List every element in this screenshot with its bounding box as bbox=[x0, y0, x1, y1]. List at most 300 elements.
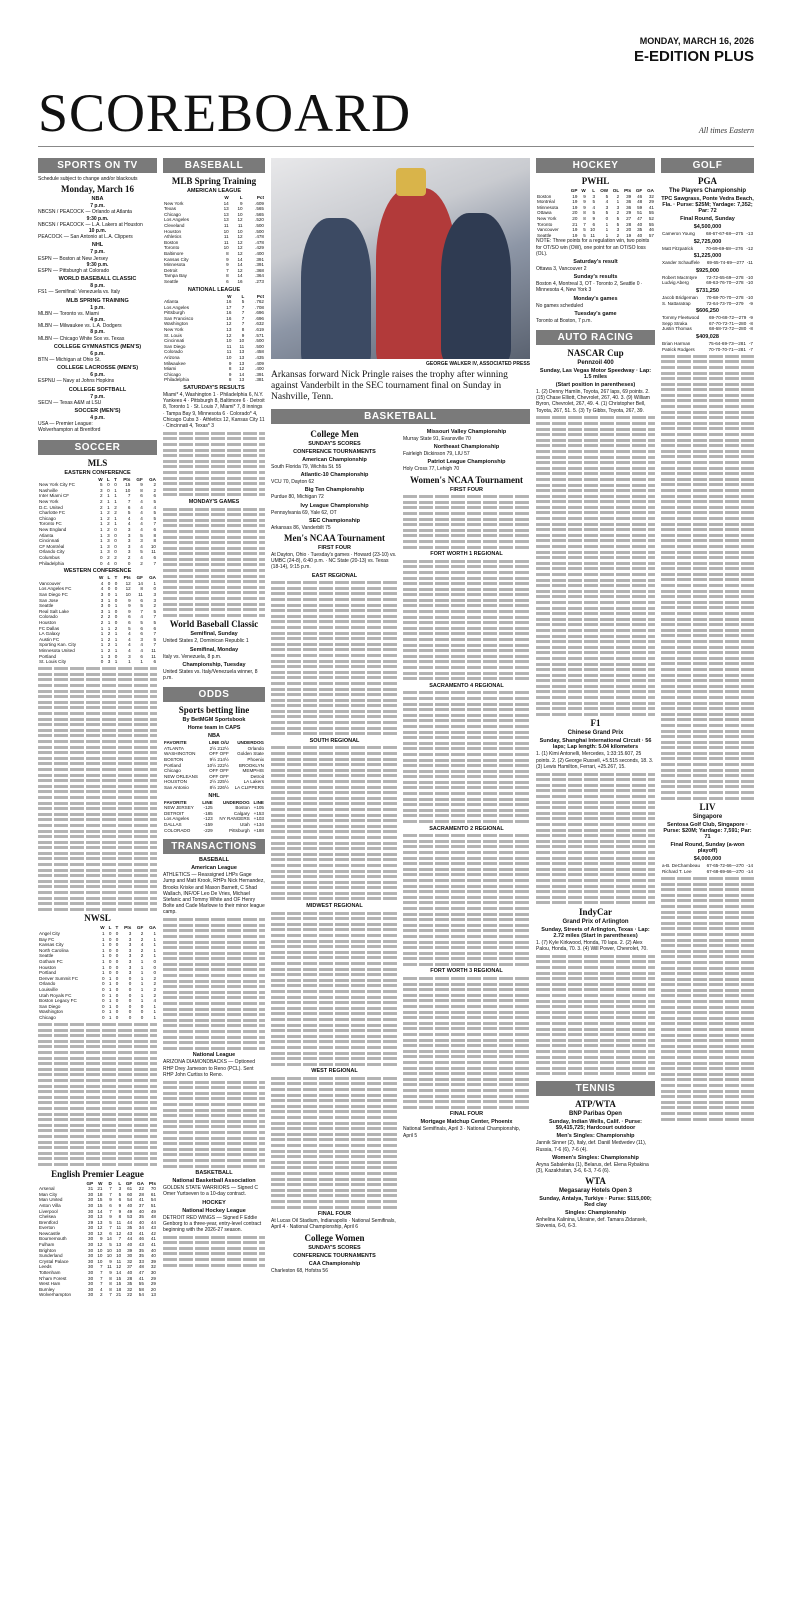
table-cell: 2 bbox=[153, 482, 156, 488]
table-cell: 4 bbox=[140, 510, 143, 516]
table-cell: 1 bbox=[100, 510, 103, 516]
table-cell: 13 bbox=[239, 355, 245, 361]
table-row bbox=[661, 295, 754, 301]
basketball-section bbox=[271, 409, 530, 1589]
table-cell: 41 bbox=[648, 204, 654, 210]
table-cell: NEW JERSEY bbox=[164, 805, 194, 811]
table-cell: -7 bbox=[748, 340, 753, 346]
table-cell: CF Montréal bbox=[39, 543, 65, 549]
table-cell: 61 bbox=[150, 1191, 156, 1197]
table-cell: New York bbox=[164, 200, 184, 206]
table-cell: North Carolina bbox=[39, 947, 69, 953]
table-cell: 6 bbox=[140, 625, 143, 631]
table-cell: 2 bbox=[99, 1292, 103, 1298]
table-cell: 14 bbox=[237, 256, 243, 262]
table-cell: Colorado bbox=[39, 614, 58, 620]
table-cell: 1 bbox=[114, 642, 118, 648]
table-cell: 5 bbox=[592, 210, 596, 216]
table-cell: 1 bbox=[114, 591, 118, 597]
table-cell: 7 bbox=[99, 1270, 103, 1276]
table-cell: 5 bbox=[109, 1219, 112, 1225]
table-cell: 2 bbox=[153, 975, 156, 981]
table-cell: 4 bbox=[128, 631, 131, 637]
table-cell: 0 bbox=[128, 1014, 132, 1020]
champs-list bbox=[271, 457, 398, 531]
table-cell: 1 bbox=[114, 521, 117, 527]
column-header: FAVORITE bbox=[164, 740, 187, 746]
table-cell: .391 bbox=[255, 262, 264, 268]
odds-sub: By BetMGM Sportsbook bbox=[182, 717, 246, 724]
table-cell: -14 bbox=[746, 868, 753, 874]
table-cell: 2 bbox=[140, 953, 144, 959]
tennis-sub: Sunday, Indian Wells, Calif. · Purse: $9,415,725; Hardcourt outdoor bbox=[548, 1119, 642, 1132]
filler-text bbox=[271, 912, 398, 1066]
table-cell: 7 bbox=[109, 1208, 112, 1214]
table-cell: 9 bbox=[109, 1270, 112, 1276]
indycar-title: IndyCar bbox=[578, 906, 612, 917]
table-cell: 0 bbox=[115, 992, 119, 998]
section-odds: ODDS bbox=[163, 687, 265, 702]
mvc: Missouri Valley Championship bbox=[426, 429, 507, 435]
table-cell: 0 bbox=[107, 603, 111, 609]
table-cell: 1 bbox=[107, 499, 110, 505]
tv-listing: 9:30 p.m. bbox=[86, 215, 109, 222]
tv-listing: PEACOCK — San Antonio at L.A. Clippers bbox=[38, 234, 133, 241]
mvc-text: Murray State 91, Evansville 70 bbox=[403, 436, 471, 442]
table-cell: 44 bbox=[150, 1219, 156, 1225]
table-cell: 19 bbox=[572, 199, 578, 205]
championship-header: Atlantic-10 Championship bbox=[300, 472, 369, 479]
table-cell: 2 bbox=[107, 527, 110, 533]
tv-listing: SECN — Texas A&M at LSU bbox=[38, 399, 102, 406]
table-cell: 10 bbox=[106, 1247, 112, 1253]
nl-standings bbox=[163, 294, 265, 384]
table-row bbox=[661, 301, 754, 307]
table-cell: .696 bbox=[255, 315, 264, 321]
table-cell: 4 bbox=[140, 555, 143, 560]
purse-amount: $606,250 bbox=[696, 308, 719, 315]
tv-listing: 8 p.m. bbox=[90, 329, 105, 336]
table-cell: 3 bbox=[127, 538, 131, 544]
table-cell: 8 bbox=[226, 273, 229, 279]
table-cell: 0 bbox=[102, 992, 105, 998]
table-cell: Montréal bbox=[537, 199, 555, 205]
table-row bbox=[38, 561, 157, 567]
table-cell: 2 bbox=[107, 631, 111, 637]
filler-text bbox=[38, 1023, 157, 1166]
tv-block-header: NHL bbox=[91, 242, 104, 249]
table-cell: 3 bbox=[592, 193, 596, 199]
table-cell: .381 bbox=[255, 377, 264, 383]
table-cell: 30 bbox=[88, 1286, 94, 1292]
issue-date: MONDAY, MARCH 16, 2026 bbox=[639, 36, 754, 46]
table-cell: 67-68-69-66—270 bbox=[706, 868, 744, 874]
table-cell: Boston bbox=[537, 193, 552, 199]
golf-group-table bbox=[661, 341, 754, 352]
wta-singles-header: Singles: Championship bbox=[564, 1210, 627, 1217]
tx-baseball: BASEBALL bbox=[199, 857, 229, 864]
table-cell: 1 bbox=[140, 998, 144, 1004]
table-cell: 30 bbox=[88, 1208, 94, 1214]
table-cell: Toronto bbox=[537, 221, 553, 227]
table-cell: 3 bbox=[107, 532, 110, 538]
table-cell: Minnesota bbox=[537, 204, 559, 210]
table-cell: 0 bbox=[128, 1003, 132, 1009]
table-cell: Tampa Bay bbox=[164, 273, 187, 279]
table-cell: 41 bbox=[138, 1275, 144, 1281]
table-cell: 40 bbox=[127, 1202, 133, 1208]
table-cell: 34 bbox=[138, 1225, 144, 1231]
table-cell: New York bbox=[537, 215, 557, 221]
tx-nba: National Basketball Association bbox=[172, 1178, 256, 1185]
column-header: Pts bbox=[123, 476, 131, 482]
filler-text bbox=[403, 495, 530, 548]
table-cell: 0 bbox=[102, 975, 105, 981]
table-cell: 58 bbox=[138, 1286, 144, 1292]
mls-west-header: WESTERN CONFERENCE bbox=[63, 568, 132, 575]
table-cell: 12 bbox=[237, 267, 243, 273]
table-cell: 1 bbox=[108, 1003, 112, 1009]
table-cell: 12 bbox=[237, 239, 243, 245]
final-four: FINAL FOUR bbox=[317, 1211, 352, 1218]
table-cell: 2 bbox=[107, 642, 111, 648]
table-cell: 21 bbox=[97, 1186, 103, 1192]
table-cell: 4 bbox=[592, 204, 596, 210]
table-cell: -11 bbox=[746, 260, 753, 266]
section-golf: GOLF bbox=[661, 158, 754, 173]
filler-text bbox=[163, 432, 265, 497]
table-cell: 1 bbox=[102, 931, 105, 936]
table-cell: 0 bbox=[153, 964, 156, 970]
table-cell: Los Angeles bbox=[164, 816, 190, 822]
championship-header: Big Ten Championship bbox=[304, 487, 365, 494]
table-cell: 40 bbox=[150, 1247, 156, 1253]
table-cell: .762 bbox=[255, 299, 264, 305]
tv-listing: ESPN — Boston at New Jersey bbox=[38, 255, 109, 262]
table-cell: Golden State bbox=[237, 751, 264, 757]
table-cell: 39 bbox=[127, 1247, 133, 1253]
table-cell: 11 bbox=[151, 647, 156, 653]
w-final-four: FINAL FOUR bbox=[449, 1111, 484, 1118]
player-figure bbox=[301, 218, 371, 359]
table-cell: 3 bbox=[107, 543, 110, 549]
table-cell: New York bbox=[164, 327, 184, 333]
table-cell: 0 bbox=[115, 1014, 119, 1020]
table-cell: 0 bbox=[114, 549, 117, 555]
nec: Northeast Championship bbox=[433, 444, 500, 451]
table-cell: 18 bbox=[116, 1286, 122, 1292]
table-cell: 0 bbox=[102, 981, 105, 987]
championship-result: Purdue 80, Michigan 72 bbox=[271, 494, 324, 501]
column-header: Pts bbox=[624, 188, 632, 193]
tv-block-header: NBA bbox=[91, 196, 104, 203]
table-cell: 7 bbox=[127, 493, 131, 499]
table-cell: 10 bbox=[97, 1258, 103, 1264]
indycar-sub: Sunday, Streets of Arlington, Texas · Lap: 2.72 miles (Start in parentheses) bbox=[541, 926, 650, 939]
table-cell: .364 bbox=[255, 273, 264, 279]
table-cell: 51 bbox=[637, 210, 643, 216]
column-header: GA bbox=[137, 1180, 144, 1186]
table-cell: 0 bbox=[114, 482, 117, 488]
table-cell: Tottenham bbox=[39, 1270, 61, 1276]
section-hockey: HOCKEY bbox=[536, 158, 655, 173]
column-header: UNDERDOG bbox=[222, 799, 250, 805]
column-header: LINE bbox=[202, 799, 213, 805]
table-cell: 7 bbox=[140, 608, 143, 614]
table-cell: 7 bbox=[118, 1236, 122, 1242]
table-cell: New England bbox=[39, 527, 67, 533]
column-header: GA bbox=[149, 575, 156, 581]
table-cell: Toronto FC bbox=[39, 521, 62, 527]
table-cell: 32 bbox=[648, 193, 654, 199]
filler-text bbox=[271, 581, 398, 735]
table-cell: 14 bbox=[97, 1208, 103, 1214]
table-cell: 2 bbox=[616, 232, 620, 238]
photo-credit: GEORGE WALKER IV, ASSOCIATED PRESS bbox=[426, 361, 530, 367]
table-cell: 8 bbox=[118, 1214, 122, 1220]
table-cell: 30 bbox=[88, 1270, 94, 1276]
table-cell: 14 bbox=[237, 273, 243, 279]
table-cell: 1 bbox=[114, 515, 117, 521]
table-cell: Chicago bbox=[164, 768, 181, 774]
table-cell: Utah bbox=[240, 821, 250, 827]
filler-text bbox=[163, 918, 265, 1050]
table-cell: 1 bbox=[114, 659, 118, 665]
table-cell: 1 bbox=[140, 986, 144, 992]
tv-block-header: WORLD BASEBALL CLASSIC bbox=[58, 276, 137, 283]
tv-listing: 7 p.m. bbox=[90, 203, 105, 210]
column-header: GF bbox=[136, 476, 143, 482]
table-cell: 2 bbox=[107, 636, 111, 642]
photo-caption bbox=[271, 361, 530, 403]
column-header: L bbox=[118, 1180, 122, 1186]
table-cell: 35 bbox=[138, 1247, 144, 1253]
south-regional: SOUTH REGIONAL bbox=[309, 737, 360, 744]
mens-result: Jannik Sinner (2), Italy, def. Daniil Medvedev (11), Russia, 7-6 (6), 7-6 (4). bbox=[536, 1140, 647, 1153]
table-cell: 30 bbox=[88, 1236, 94, 1242]
table-cell: 20 bbox=[626, 227, 632, 233]
table-cell: 0 bbox=[115, 931, 119, 936]
table-cell: San Jose bbox=[39, 597, 59, 603]
table-cell: 49 bbox=[127, 1208, 133, 1214]
table-cell: 35 bbox=[138, 1214, 144, 1220]
column-header: Pts bbox=[124, 925, 132, 931]
golf-group-table bbox=[661, 246, 754, 252]
college-women-title: College Women bbox=[304, 1232, 365, 1243]
table-cell: Vancouver bbox=[39, 580, 61, 586]
table-cell: 3 bbox=[128, 964, 132, 970]
table-cell: 0 bbox=[128, 981, 132, 987]
table-cell: 69-65-74-69—277 bbox=[706, 260, 745, 266]
nwsl-title: NWSL bbox=[84, 913, 111, 924]
table-cell: -123 bbox=[203, 816, 213, 822]
edition-title: E-EDITION PLUS bbox=[633, 48, 754, 65]
tv-listing: Wolverhampton at Brentford bbox=[38, 427, 101, 434]
table-cell: 5 bbox=[140, 603, 143, 609]
table-cell: Phoenix bbox=[247, 757, 264, 762]
championship-result: VCU 70, Dayton 62 bbox=[271, 479, 315, 486]
table-cell: ATLANTA bbox=[164, 745, 184, 751]
table-cell: 48 bbox=[138, 1264, 144, 1270]
table-cell: 6 bbox=[153, 493, 156, 499]
table-cell: D.C. United bbox=[39, 504, 63, 510]
table-cell: .458 bbox=[255, 349, 264, 355]
filler-text bbox=[163, 1236, 265, 1267]
table-cell: 11 bbox=[239, 343, 245, 349]
column-header: GF bbox=[136, 925, 144, 931]
table-cell: 10 bbox=[116, 1253, 122, 1259]
table-cell: 4 bbox=[100, 580, 104, 586]
table-cell: 27 bbox=[626, 215, 632, 221]
table-cell: Cleveland bbox=[164, 222, 185, 228]
table-cell: 5 bbox=[127, 510, 131, 516]
table-cell: 55 bbox=[648, 221, 654, 227]
table-cell: 69-70-68-72—279 bbox=[709, 315, 747, 321]
filler-text bbox=[38, 667, 157, 911]
table-cell: 46 bbox=[637, 193, 643, 199]
table-cell: 6 bbox=[153, 625, 156, 631]
table-cell: 1 bbox=[102, 936, 105, 942]
column-header: GP bbox=[86, 1180, 94, 1186]
table-cell: 16 bbox=[226, 299, 232, 305]
table-cell: 0 bbox=[107, 580, 111, 586]
table-cell: 13 bbox=[223, 211, 229, 217]
table-cell: 4 bbox=[140, 614, 143, 620]
mens-header: Men's Singles: Championship bbox=[556, 1133, 635, 1140]
nascar-race: Pennzoil 400 bbox=[577, 359, 614, 366]
table-cell: 13 bbox=[97, 1214, 103, 1220]
table-cell: 12 bbox=[237, 217, 243, 223]
table-cell: 0 bbox=[102, 1003, 105, 1009]
table-cell: Xander Schauffele bbox=[662, 260, 700, 266]
table-cell: S. Nattaratrap bbox=[662, 300, 691, 306]
tv-listing: ESPN — Pittsburgh at Colorado bbox=[38, 268, 110, 275]
table-cell: 2 bbox=[153, 981, 156, 987]
table-cell: 15 bbox=[125, 482, 131, 488]
column-header: L bbox=[239, 195, 243, 200]
table-cell: 5 bbox=[605, 193, 609, 199]
column-header: GA bbox=[647, 188, 654, 193]
table-cell: 4 bbox=[140, 942, 144, 948]
table-cell: 0 bbox=[114, 560, 117, 566]
table-cell: 7 bbox=[99, 1264, 103, 1270]
table-cell: .391 bbox=[255, 371, 264, 377]
table-cell: 2½ 212½ bbox=[209, 745, 229, 751]
tx-text3: GOLDEN STATE WARRIORS — Signed C Omer Yurtseven to a 10-day contract. bbox=[163, 1185, 258, 1198]
hockey-mon: No games scheduled bbox=[536, 302, 583, 309]
table-cell: 1 bbox=[107, 597, 111, 603]
table-cell: Aston Villa bbox=[39, 1202, 61, 1208]
tv-day: Monday, March 16 bbox=[60, 184, 135, 195]
table-cell: 6 bbox=[226, 278, 229, 284]
womens-header: Women's Singles: Championship bbox=[552, 1154, 639, 1161]
table-cell: .478 bbox=[255, 234, 264, 240]
table-cell: 35 bbox=[127, 1225, 133, 1231]
table-cell: 4 bbox=[153, 504, 156, 510]
table-cell: 11 bbox=[223, 234, 229, 240]
table-cell: 7 bbox=[153, 631, 156, 637]
table-cell: Bay FC bbox=[39, 936, 55, 942]
tv-intro: Schedule subject to change and/or blackouts bbox=[38, 176, 138, 182]
tx-text4: DETROIT RED WINGS — Signed F Eddie Genborg to a three-year, entry-level contract beginning with the 2026-27 season. bbox=[163, 1214, 262, 1233]
table-cell: -125 bbox=[203, 805, 213, 811]
table-cell: 10 bbox=[237, 228, 243, 234]
table-cell: 0 bbox=[115, 998, 119, 1004]
wbc-sub2: Semifinal, Monday bbox=[189, 646, 239, 653]
table-cell: Texas bbox=[164, 206, 176, 212]
table-cell: 9 bbox=[583, 199, 586, 205]
table-cell: 10 bbox=[97, 1253, 103, 1259]
table-cell: OFF OFF bbox=[209, 751, 229, 757]
table-cell: -9 bbox=[748, 315, 753, 321]
table-cell: Colorado bbox=[164, 349, 183, 355]
table-cell: 37 bbox=[138, 1202, 144, 1208]
table-cell: 33 bbox=[138, 1258, 144, 1264]
table-cell: Man City bbox=[39, 1191, 58, 1197]
table-cell: .520 bbox=[255, 217, 264, 223]
section-basketball: BASKETBALL bbox=[271, 409, 530, 424]
table-cell: 2 bbox=[107, 510, 110, 516]
table-cell: 0 bbox=[115, 936, 119, 942]
table-cell: 4 bbox=[140, 504, 143, 510]
table-cell: 15 bbox=[116, 1275, 122, 1281]
table-cell: 7 bbox=[226, 267, 229, 273]
table-cell: Pittsburgh bbox=[164, 310, 185, 316]
table-cell: Kansas City bbox=[39, 942, 64, 948]
table-cell: 0 bbox=[102, 1009, 105, 1015]
purse-amount: $1,225,000 bbox=[693, 253, 722, 260]
column-header: W bbox=[98, 1180, 103, 1186]
column-header: GP bbox=[570, 188, 578, 193]
table-cell: 3 bbox=[107, 653, 111, 659]
table-cell: 3 bbox=[127, 532, 131, 538]
table-cell: 0 bbox=[128, 1009, 132, 1015]
table-cell: 6 bbox=[153, 659, 156, 665]
table-cell: 7 bbox=[109, 1186, 112, 1192]
patriot: Patriot League Championship bbox=[427, 459, 506, 466]
table-cell: 5 bbox=[100, 482, 103, 488]
column-header: FAVORITE bbox=[164, 799, 187, 805]
table-cell: 4 bbox=[127, 515, 131, 521]
table-cell: 54 bbox=[127, 1197, 133, 1203]
column-1 bbox=[38, 158, 157, 1588]
table-cell: 9 bbox=[228, 371, 232, 377]
table-cell: 1 bbox=[108, 986, 112, 992]
table-cell: 1 bbox=[153, 947, 156, 953]
mls-title: MLS bbox=[87, 457, 108, 468]
table-cell: -10 bbox=[746, 280, 753, 286]
liv-sub: Sentosa Golf Club, Singapore · Purse: $20M; Yardage: 7,591; Par: 71 bbox=[663, 822, 752, 841]
tv-listing: ESPNU — Navy at Johns Hopkins bbox=[38, 378, 115, 385]
table-cell: 0 bbox=[115, 970, 119, 976]
table-cell: 1 bbox=[107, 504, 110, 510]
table-cell: 3 bbox=[100, 591, 104, 597]
table-cell: 13 bbox=[239, 377, 245, 383]
table-cell: 2 bbox=[127, 555, 131, 560]
table-cell: 6 bbox=[109, 1202, 112, 1208]
table-cell: 0 bbox=[140, 1009, 144, 1015]
table-cell: 0 bbox=[102, 986, 105, 992]
table-cell: 30 bbox=[88, 1264, 94, 1270]
tv-block-header: COLLEGE SOFTBALL bbox=[68, 386, 127, 393]
tv-block-header: COLLEGE LACROSSE (MEN'S) bbox=[56, 365, 139, 372]
epl-table bbox=[38, 1181, 157, 1298]
table-cell: Houston bbox=[39, 964, 57, 970]
table-cell: 2 bbox=[114, 555, 117, 560]
table-cell: 1 bbox=[114, 631, 118, 637]
table-cell: 54 bbox=[138, 1292, 144, 1298]
table-cell: 9 bbox=[592, 215, 596, 221]
